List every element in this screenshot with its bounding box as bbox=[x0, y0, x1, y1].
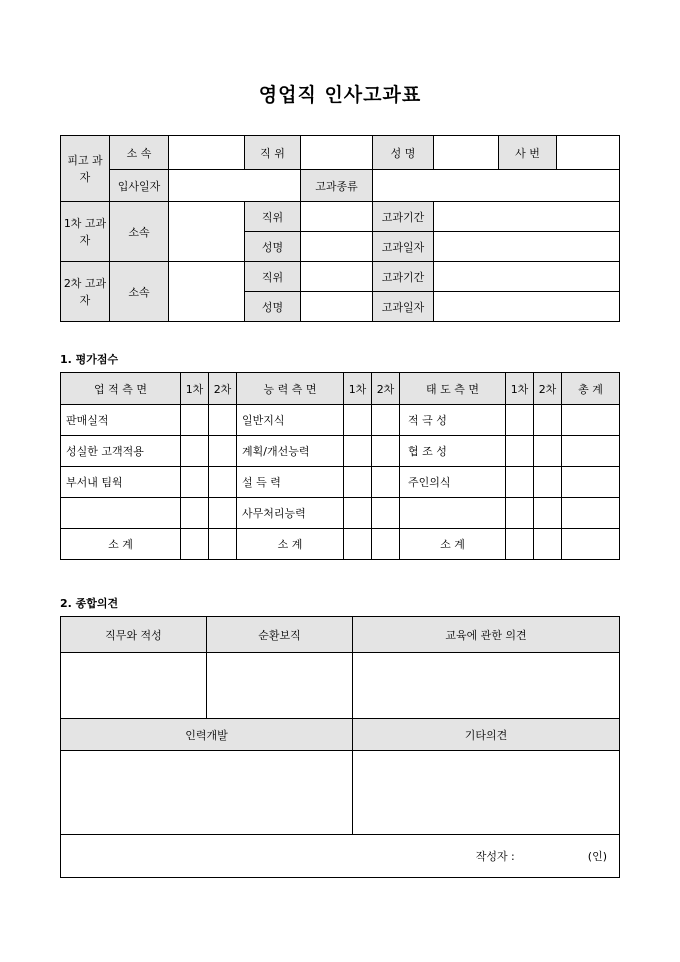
rater2-affiliation-label: 소속 bbox=[110, 262, 169, 322]
header-other-opinion: 기타의견 bbox=[353, 719, 620, 751]
subtotal-label: 소 계 bbox=[237, 529, 344, 560]
score-cell[interactable] bbox=[344, 467, 372, 498]
header-total: 총 계 bbox=[562, 373, 620, 405]
header-ability: 능 력 측 면 bbox=[237, 373, 344, 405]
ability-item: 사무처리능력 bbox=[237, 498, 344, 529]
table-row bbox=[61, 467, 620, 498]
performance-item: 성실한 고객적용 bbox=[61, 436, 181, 467]
rater2-date-label: 고과일자 bbox=[373, 292, 434, 322]
other-opinion-field[interactable] bbox=[353, 751, 620, 835]
total-cell[interactable] bbox=[562, 467, 620, 498]
rotation-field[interactable] bbox=[207, 653, 353, 719]
total-cell[interactable] bbox=[562, 405, 620, 436]
appraisal-type-field[interactable] bbox=[373, 170, 620, 202]
header-job-aptitude: 직무와 적성 bbox=[61, 617, 207, 653]
rater2-name-label: 성명 bbox=[245, 292, 301, 322]
rater2-affiliation-field[interactable] bbox=[169, 262, 245, 322]
affiliation-label: 소 속 bbox=[110, 136, 169, 170]
ability-item: 일반지식 bbox=[237, 405, 344, 436]
ratee-label: 피고 과자 bbox=[61, 136, 110, 202]
header-second: 2차 bbox=[372, 373, 400, 405]
header-second: 2차 bbox=[209, 373, 237, 405]
attitude-item: 주인의식 bbox=[400, 467, 506, 498]
score-cell[interactable] bbox=[506, 529, 534, 560]
header-first: 1차 bbox=[344, 373, 372, 405]
total-cell[interactable] bbox=[562, 529, 620, 560]
score-cell[interactable] bbox=[181, 498, 209, 529]
rater1-name-field[interactable] bbox=[301, 232, 373, 262]
education-opinion-field[interactable] bbox=[353, 653, 620, 719]
writer-row bbox=[61, 835, 620, 878]
header-first: 1차 bbox=[181, 373, 209, 405]
score-table bbox=[60, 372, 620, 560]
rater2-name-field[interactable] bbox=[301, 292, 373, 322]
attitude-item: 협 조 성 bbox=[400, 436, 506, 467]
score-cell[interactable] bbox=[181, 529, 209, 560]
header-performance: 업 적 측 면 bbox=[61, 373, 181, 405]
score-cell[interactable] bbox=[534, 498, 562, 529]
name-field[interactable] bbox=[434, 136, 499, 170]
subtotal-row bbox=[61, 529, 620, 560]
rater1-position-label: 직위 bbox=[245, 202, 301, 232]
table-row bbox=[61, 405, 620, 436]
page-title: 영업직 인사고과표 bbox=[258, 84, 422, 106]
hire-date-field[interactable] bbox=[169, 170, 301, 202]
rater1-affiliation-field[interactable] bbox=[169, 202, 245, 262]
attitude-item: 적 극 성 bbox=[400, 405, 506, 436]
section2-heading: 2. 종합의견 bbox=[60, 597, 119, 610]
score-cell[interactable] bbox=[506, 436, 534, 467]
performance-item: 판매실적 bbox=[61, 405, 181, 436]
score-cell[interactable] bbox=[344, 529, 372, 560]
score-cell[interactable] bbox=[506, 405, 534, 436]
emp-no-label: 사 번 bbox=[499, 136, 557, 170]
rater1-period-label: 고과기간 bbox=[373, 202, 434, 232]
score-cell[interactable] bbox=[181, 467, 209, 498]
rater1-name-label: 성명 bbox=[245, 232, 301, 262]
performance-item: 부서내 팀웍 bbox=[61, 467, 181, 498]
score-cell[interactable] bbox=[534, 467, 562, 498]
header-rotation: 순환보직 bbox=[207, 617, 353, 653]
emp-no-field[interactable] bbox=[557, 136, 620, 170]
score-cell[interactable] bbox=[534, 405, 562, 436]
header-attitude: 태 도 측 면 bbox=[400, 373, 506, 405]
section1-heading: 1. 평가점수 bbox=[60, 353, 119, 366]
score-cell[interactable] bbox=[506, 467, 534, 498]
rater1-label: 1차 고과자 bbox=[61, 202, 110, 262]
rater2-period-label: 고과기간 bbox=[373, 262, 434, 292]
ability-item: 계획/개선능력 bbox=[237, 436, 344, 467]
score-cell[interactable] bbox=[372, 467, 400, 498]
affiliation-field[interactable] bbox=[169, 136, 245, 170]
rater2-period-field[interactable] bbox=[434, 262, 620, 292]
score-cell[interactable] bbox=[209, 498, 237, 529]
opinion-table bbox=[60, 616, 620, 878]
score-cell[interactable] bbox=[209, 405, 237, 436]
score-cell[interactable] bbox=[181, 405, 209, 436]
personnel-info-table bbox=[60, 135, 620, 322]
score-cell[interactable] bbox=[344, 436, 372, 467]
seal-label: (인) bbox=[587, 850, 607, 863]
hr-development-field[interactable] bbox=[61, 751, 353, 835]
subtotal-label: 소 계 bbox=[61, 529, 181, 560]
name-label: 성 명 bbox=[373, 136, 434, 170]
rater1-date-field[interactable] bbox=[434, 232, 620, 262]
score-cell[interactable] bbox=[534, 436, 562, 467]
score-cell[interactable] bbox=[209, 467, 237, 498]
rater2-label: 2차 고과자 bbox=[61, 262, 110, 322]
header-education-opinion: 교육에 관한 의견 bbox=[353, 617, 620, 653]
total-cell[interactable] bbox=[562, 498, 620, 529]
score-cell[interactable] bbox=[209, 436, 237, 467]
rater2-date-field[interactable] bbox=[434, 292, 620, 322]
position-label: 직 위 bbox=[245, 136, 301, 170]
score-cell[interactable] bbox=[372, 436, 400, 467]
header-hr-development: 인력개발 bbox=[61, 719, 353, 751]
rater1-period-field[interactable] bbox=[434, 202, 620, 232]
rater2-position-label: 직위 bbox=[245, 262, 301, 292]
score-cell[interactable] bbox=[209, 529, 237, 560]
writer-label: 작성자 : bbox=[475, 850, 515, 863]
rater1-position-field[interactable] bbox=[301, 202, 373, 232]
rater2-position-field[interactable] bbox=[301, 262, 373, 292]
score-cell[interactable] bbox=[372, 405, 400, 436]
header-first: 1차 bbox=[506, 373, 534, 405]
table-row bbox=[61, 498, 620, 529]
rater1-affiliation-label: 소속 bbox=[110, 202, 169, 262]
rater1-date-label: 고과일자 bbox=[373, 232, 434, 262]
table-row bbox=[61, 436, 620, 467]
score-cell[interactable] bbox=[344, 405, 372, 436]
score-cell[interactable] bbox=[534, 529, 562, 560]
score-cell[interactable] bbox=[181, 436, 209, 467]
score-cell[interactable] bbox=[344, 498, 372, 529]
performance-item bbox=[61, 498, 181, 529]
total-cell[interactable] bbox=[562, 436, 620, 467]
hire-date-label: 입사일자 bbox=[110, 170, 169, 202]
score-cell[interactable] bbox=[506, 498, 534, 529]
appraisal-type-label: 고과종류 bbox=[301, 170, 373, 202]
score-cell[interactable] bbox=[372, 498, 400, 529]
subtotal-label: 소 계 bbox=[400, 529, 506, 560]
job-aptitude-field[interactable] bbox=[61, 653, 207, 719]
ability-item: 설 득 력 bbox=[237, 467, 344, 498]
score-cell[interactable] bbox=[372, 529, 400, 560]
header-second: 2차 bbox=[534, 373, 562, 405]
position-field[interactable] bbox=[301, 136, 373, 170]
attitude-item bbox=[400, 498, 506, 529]
